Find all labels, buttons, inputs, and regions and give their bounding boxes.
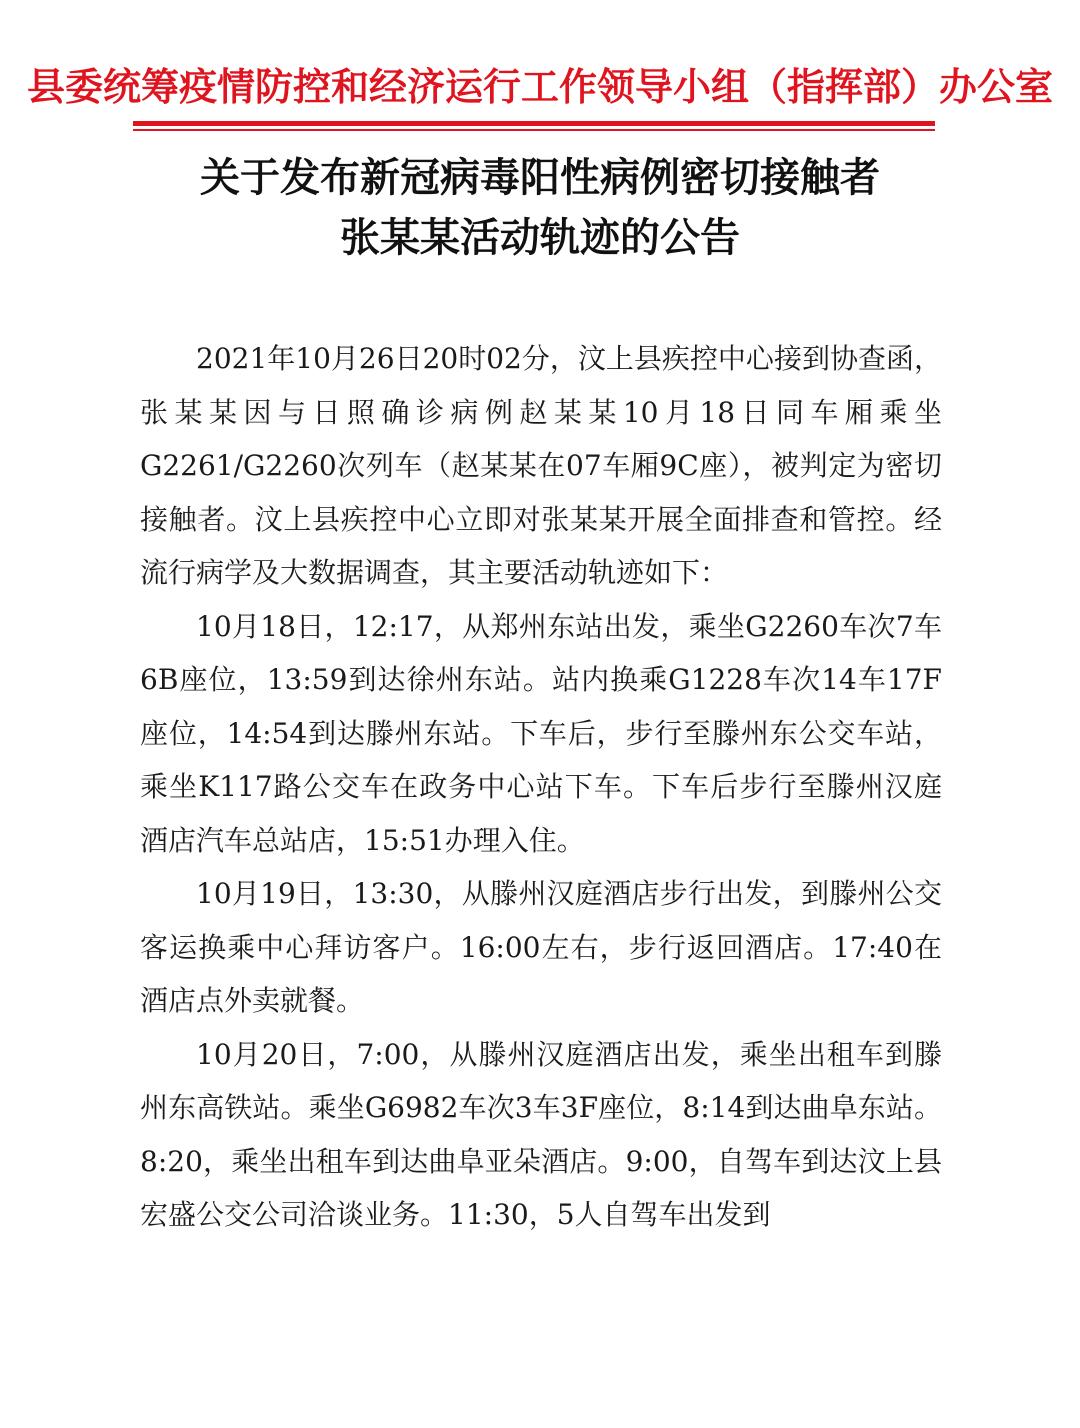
header-red-rule-thick <box>133 121 935 126</box>
paragraph-oct-18: 10月18日，12:17，从郑州东站出发，乘坐G2260车次7车6B座位，13:59到达徐州东站。站内换乘G1228车次14车17F座位，14:54到达滕州东站。下车后，步行至滕州东公交车站，乘坐K117路公交车在政务中心站下车。下车后步行至滕州汉庭酒店汽车总站店，15:51办理入住。 <box>140 609 942 857</box>
paragraph-oct-19: 10月19日，13:30，从滕州汉庭酒店步行出发，到滕州公交客运换乘中心拜访客户。16:00左右，步行返回酒店。17:40在酒店点外卖就餐。 <box>140 877 942 1017</box>
issuing-office-header: 县委统筹疫情防控和经济运行工作领导小组（指挥部）办公室 <box>26 65 1053 109</box>
document-title-line-2: 张某某活动轨迹的公告 <box>340 215 740 261</box>
document-title-line-1: 关于发布新冠病毒阳性病例密切接触者 <box>200 155 880 201</box>
paragraph-intro: 2021年10月26日20时02分，汶上县疾控中心接到协查函，张某某因与日照确诊病例赵某某10月18日同车厢乘坐G2261/G2260次列车（赵某某在07车厢9C座），被判定为密切接触者。汶上县疾控中心立即对张某某开展全面排查和管控。经流行病学及大数据调查，其主要活动轨迹如下： <box>140 342 942 589</box>
paragraph-oct-20: 10月20日，7:00，从滕州汉庭酒店出发，乘坐出租车到滕州东高铁站。乘坐G6982车次3车3F座位，8:14到达曲阜东站。8:20，乘坐出租车到达曲阜亚朵酒店。9:00，自驾车到达汶上县宏盛公交公司洽谈业务。11:30，5人自驾车出发到 <box>140 1037 942 1231</box>
document-body <box>140 332 942 1242</box>
header-red-rule-thin <box>133 129 935 131</box>
